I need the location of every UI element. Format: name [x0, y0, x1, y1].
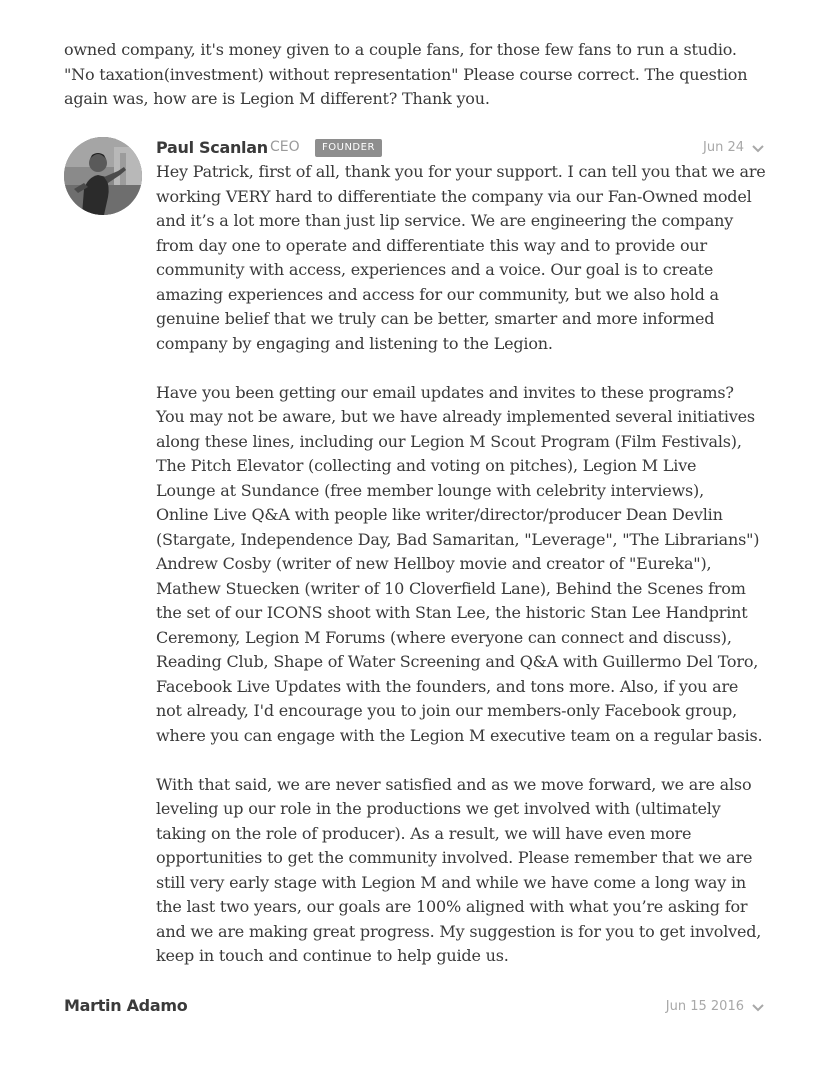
comment-line: community with access, experiences and a voice. Our goal is to create	[156, 260, 714, 279]
comment-line: the set of our ICONS shoot with Stan Lee, the historic Stan Lee Handprint	[156, 603, 748, 622]
comment-line: still very early stage with Legion M and while we have come a long way in	[156, 872, 746, 892]
comment-paragraph	[156, 160, 796, 356]
comment-line: Reading Club, Shape of Water Screening and Q&A with Guillermo Del Toro,	[156, 652, 759, 671]
comment-line: You may not be aware, but we have already implemented several initiatives	[156, 407, 755, 426]
comment-line: the last two years, our goals are 100% aligned with what you’re asking for	[156, 897, 748, 916]
comment-line: keep in touch and continue to help guide us.	[156, 946, 509, 965]
previous-comment-line: owned company, it's money given to a couple fans, for those few fans to run a studio.	[64, 40, 737, 59]
comment-line: Online Live Q&A with people like writer/director/producer Dean Devlin	[156, 505, 723, 524]
next-comment-header	[64, 996, 768, 1020]
chevron-down-icon[interactable]	[750, 1000, 766, 1016]
comment-line: amazing experiences and access for our community, but we also hold a	[156, 284, 719, 304]
comment-date[interactable]: Jun 24	[703, 140, 744, 155]
comment-line: Lounge at Sundance (free member lounge with celebrity interviews),	[156, 480, 704, 500]
comment-line: and it’s a lot more than just lip service. We are engineering the company	[156, 211, 734, 230]
previous-comment-line: again was, how are is Legion M different? Thank you.	[64, 89, 490, 108]
comment-line: The Pitch Elevator (collecting and voting on pitches), Legion M Live	[156, 456, 697, 475]
next-comment-date[interactable]: Jun 15 2016	[665, 999, 744, 1014]
comment-line: (Stargate, Independence Day, Bad Samaritan, "Leverage", "The Librarians")	[156, 529, 760, 549]
avatar-photo	[64, 137, 142, 215]
previous-comment-line: "No taxation(investment) without representation" Please course correct. The question	[64, 64, 748, 84]
comment-line: working VERY hard to differentiate the company via our Fan-Owned model	[156, 186, 752, 206]
comment-line: and we are making great progress. My suggestion is for you to get involved,	[156, 921, 762, 941]
comment-line: Hey Patrick, first of all, thank you for your support. I can tell you that we are	[156, 162, 766, 181]
comment-line: With that said, we are never satisfied and as we move forward, we are also	[156, 774, 752, 794]
comment-line: Andrew Cosby (writer of new Hellboy movie and creator of "Eureka"),	[156, 554, 712, 573]
comment-body	[156, 160, 796, 969]
author-role: CEO	[270, 139, 300, 155]
comment-line: not already, I'd encourage you to join our members-only Facebook group,	[156, 701, 737, 720]
comment-line: genuine belief that we truly can be better, smarter and more informed	[156, 309, 715, 328]
comment-paragraph	[156, 773, 796, 969]
comment-line: opportunities to get the community involved. Please remember that we are	[156, 848, 753, 867]
comment-line: along these lines, including our Legion M Scout Program (Film Festivals),	[156, 431, 742, 451]
chevron-down-icon[interactable]	[750, 141, 766, 157]
comment-line: where you can engage with the Legion M executive team on a regular basis.	[156, 725, 763, 745]
previous-comment-text	[64, 38, 804, 112]
comment-line: Facebook Live Updates with the founders, and tons more. Also, if you are	[156, 676, 739, 696]
comment-line: from day one to operate and differentiate this way and to provide our	[156, 235, 707, 255]
next-author-name[interactable]: Martin Adamo	[64, 996, 188, 1015]
comment-line: leveling up our role in the productions we get involved with (ultimately	[156, 799, 721, 818]
comment-line: Ceremony, Legion M Forums (where everyone can connect and discuss),	[156, 627, 732, 647]
comment-line: Mathew Stuecken (writer of 10 Cloverfield Lane), Behind the Scenes from	[156, 578, 746, 598]
comment-paragraph	[156, 381, 796, 749]
author-name[interactable]: Paul Scanlan	[156, 138, 268, 157]
author-avatar[interactable]	[64, 137, 142, 215]
comment-line: taking on the role of producer). As a result, we will have even more	[156, 823, 692, 843]
comment-header	[156, 138, 768, 160]
comment-line: Have you been getting our email updates and invites to these programs?	[156, 382, 734, 402]
comment-line: company by engaging and listening to the Legion.	[156, 333, 553, 353]
founder-badge: FOUNDER	[315, 139, 382, 157]
